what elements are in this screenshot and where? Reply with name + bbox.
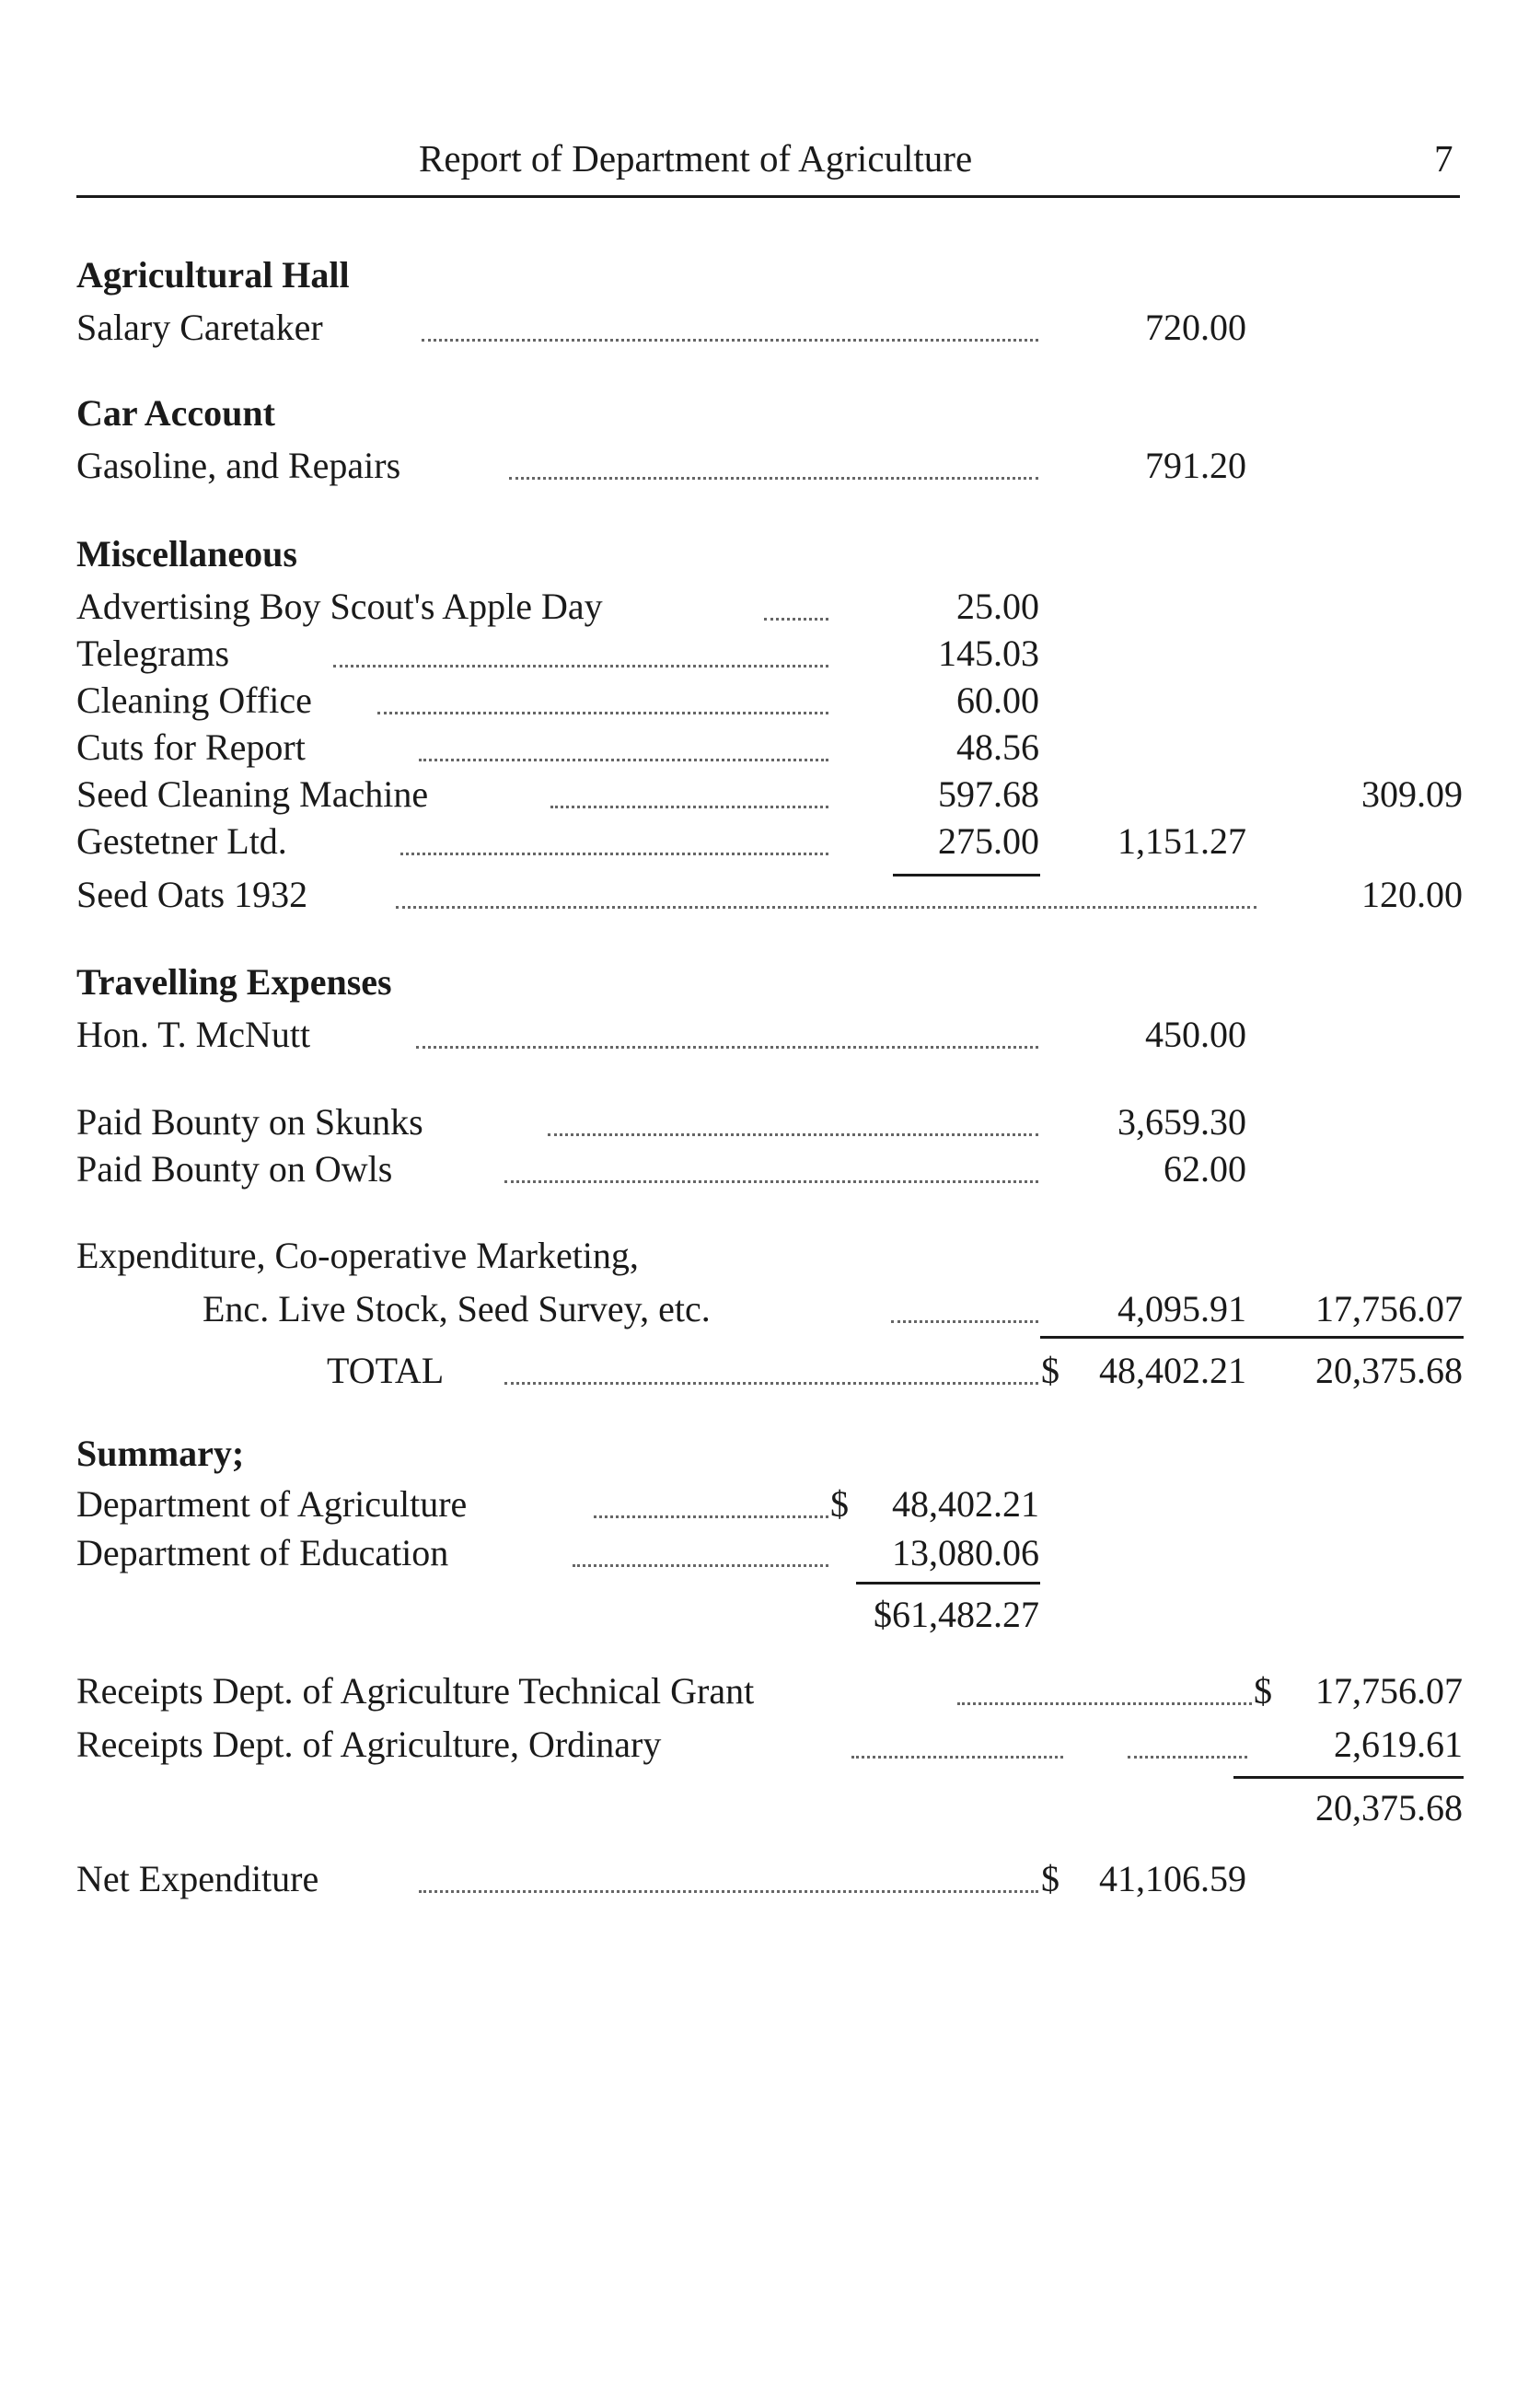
dot-leader — [422, 339, 1038, 342]
currency-symbol: $ — [830, 1483, 849, 1525]
dot-leader — [1128, 1756, 1247, 1759]
amount-bounty-skunks: 3,659.30 — [1117, 1101, 1246, 1143]
amount-expenditure: 4,095.91 — [1117, 1288, 1246, 1329]
currency-symbol: $ — [1254, 1670, 1272, 1712]
receipts-rule — [1233, 1776, 1464, 1779]
row-label-telegrams: Telegrams — [76, 633, 230, 674]
amount-seed-oats: 120.00 — [1361, 874, 1463, 915]
row-label-receipts-ordinary: Receipts Dept. of Agriculture, Ordinary — [76, 1724, 662, 1765]
total-rule — [1040, 1336, 1464, 1339]
page-number: 7 — [1434, 137, 1453, 180]
dot-leader — [548, 1133, 1038, 1136]
row-label-gasoline: Gasoline, and Repairs — [76, 445, 401, 486]
row-label-seed-cleaning-machine: Seed Cleaning Machine — [76, 773, 429, 815]
amount-dept-education: 13,080.06 — [892, 1532, 1039, 1573]
amount-col3-309: 309.09 — [1361, 773, 1463, 815]
amount-gestetner: 275.00 — [938, 820, 1039, 862]
row-label-receipts-technical: Receipts Dept. of Agriculture Technical Grant — [76, 1670, 755, 1712]
row-label-seed-oats: Seed Oats 1932 — [76, 874, 308, 915]
row-label-gestetner: Gestetner Ltd. — [76, 820, 287, 862]
dot-leader — [396, 906, 1256, 909]
row-label-dept-education: Department of Education — [76, 1532, 449, 1573]
dot-leader — [764, 618, 828, 621]
amount-telegrams: 145.03 — [938, 633, 1039, 674]
subtotal-rule — [893, 874, 1040, 876]
row-label-cuts-for-report: Cuts for Report — [76, 726, 306, 768]
amount-col3-17756: 17,756.07 — [1315, 1288, 1463, 1329]
dot-leader — [416, 1046, 1038, 1049]
amount-mcnutt: 450.00 — [1145, 1014, 1246, 1055]
amount-net-expenditure: 41,106.59 — [1099, 1858, 1246, 1899]
dot-leader — [504, 1382, 1038, 1385]
row-label-total: TOTAL — [327, 1350, 445, 1391]
amount-total: 48,402.21 — [1099, 1350, 1246, 1391]
dot-leader — [400, 853, 828, 855]
amount-summary-total: $61,482.27 — [874, 1594, 1039, 1635]
dot-leader — [419, 759, 828, 761]
amount-seed-cleaning-machine: 597.68 — [938, 773, 1039, 815]
dot-leader — [509, 477, 1038, 480]
currency-symbol: $ — [1041, 1858, 1059, 1899]
row-label-bounty-owls: Paid Bounty on Owls — [76, 1148, 393, 1190]
dot-leader — [891, 1320, 1038, 1323]
dot-leader — [377, 712, 828, 714]
row-label-dept-agriculture: Department of Agriculture — [76, 1483, 468, 1525]
section-heading-agricultural-hall: Agricultural Hall — [76, 254, 350, 296]
amount-cuts-for-report: 48.56 — [956, 726, 1039, 768]
dot-leader — [851, 1756, 1063, 1759]
subtotal-miscellaneous: 1,151.27 — [1117, 820, 1246, 862]
dot-leader — [957, 1702, 1252, 1705]
row-label-cleaning-office: Cleaning Office — [76, 679, 312, 721]
section-heading-car-account: Car Account — [76, 392, 275, 434]
dot-leader — [594, 1515, 828, 1518]
row-label-mcnutt: Hon. T. McNutt — [76, 1014, 311, 1055]
amount-advertising: 25.00 — [956, 586, 1039, 627]
amount-receipts-ordinary: 2,619.61 — [1334, 1724, 1463, 1765]
summary-rule — [856, 1582, 1040, 1585]
row-label-expenditure-line2: Enc. Live Stock, Seed Survey, etc. — [203, 1288, 711, 1329]
amount-gasoline: 791.20 — [1145, 445, 1246, 486]
section-heading-travelling: Travelling Expenses — [76, 961, 392, 1003]
page-title: Report of Department of Agriculture — [419, 137, 973, 180]
amount-receipts-technical: 17,756.07 — [1315, 1670, 1463, 1712]
dot-leader — [573, 1564, 828, 1567]
dot-leader — [550, 806, 828, 808]
currency-symbol: $ — [1041, 1350, 1059, 1391]
row-label-salary-caretaker: Salary Caretaker — [76, 307, 323, 348]
amount-bounty-owls: 62.00 — [1164, 1148, 1246, 1190]
row-label-bounty-skunks: Paid Bounty on Skunks — [76, 1101, 423, 1143]
amount-col3-total: 20,375.68 — [1315, 1350, 1463, 1391]
amount-dept-agriculture: 48,402.21 — [892, 1483, 1039, 1525]
dot-leader — [333, 665, 828, 668]
amount-cleaning-office: 60.00 — [956, 679, 1039, 721]
header-rule — [76, 195, 1460, 198]
row-label-advertising: Advertising Boy Scout's Apple Day — [76, 586, 603, 627]
row-label-expenditure-line1: Expenditure, Co-operative Marketing, — [76, 1235, 639, 1276]
amount-salary-caretaker: 720.00 — [1145, 307, 1246, 348]
dot-leader — [419, 1890, 1038, 1893]
row-label-net-expenditure: Net Expenditure — [76, 1858, 319, 1899]
section-heading-miscellaneous: Miscellaneous — [76, 533, 297, 575]
dot-leader — [504, 1180, 1038, 1183]
section-heading-summary: Summary; — [76, 1433, 245, 1474]
amount-receipts-total: 20,375.68 — [1315, 1787, 1463, 1828]
